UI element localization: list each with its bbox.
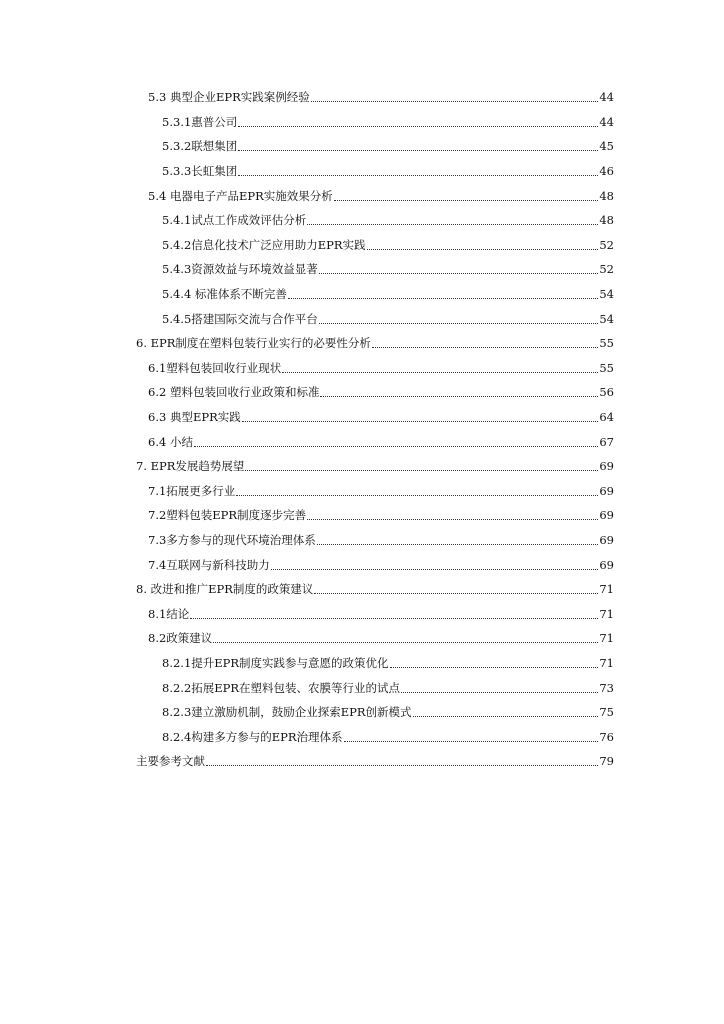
toc-entry[interactable] — [0, 601, 724, 626]
toc-entry[interactable] — [0, 749, 724, 774]
toc-entry-title: 7.4互联网与新科技助力 — [148, 557, 270, 572]
toc-entry-title: 7.3多方参与的现代环境治理体系 — [148, 532, 316, 547]
dot-leader — [317, 543, 599, 545]
toc-entry-page-number: 45 — [599, 139, 614, 154]
toc-entry-title: 8.2政策建议 — [148, 631, 213, 646]
dot-leader — [320, 395, 598, 397]
toc-entry-page-number: 69 — [599, 557, 614, 572]
toc-entry[interactable] — [0, 626, 724, 651]
toc-entry[interactable] — [0, 675, 724, 700]
toc-entry-page-number: 44 — [599, 90, 614, 105]
toc-entry-title: 5.4.2信息化技术广泛应用助力EPR实践 — [162, 237, 366, 252]
toc-entry[interactable] — [0, 528, 724, 553]
toc-entry-title: 6.3 典型EPR实践 — [148, 410, 241, 425]
toc-entry-page-number: 69 — [599, 483, 614, 498]
table-of-contents — [0, 85, 724, 774]
toc-entry-page-number: 56 — [599, 385, 614, 400]
dot-leader — [311, 100, 599, 102]
toc-entry[interactable] — [0, 552, 724, 577]
toc-entry[interactable] — [0, 405, 724, 430]
dot-leader — [319, 322, 599, 324]
dot-leader — [314, 592, 598, 594]
toc-entry-title: 8.1结论 — [148, 606, 190, 621]
toc-entry-title: 5.4 电器电子产品EPR实施效果分析 — [148, 188, 333, 203]
dot-leader — [236, 494, 598, 496]
toc-entry-page-number: 71 — [599, 655, 614, 670]
toc-entry-page-number: 54 — [599, 311, 614, 326]
toc-entry[interactable] — [0, 429, 724, 454]
toc-entry-title: 6.1塑料包装回收行业现状 — [148, 360, 282, 375]
dot-leader — [282, 371, 598, 373]
toc-entry-title: 7.1拓展更多行业 — [148, 483, 236, 498]
dot-leader — [307, 518, 598, 520]
dot-leader — [194, 445, 598, 447]
dot-leader — [245, 469, 598, 471]
toc-entry-title: 7.2塑料包装EPR制度逐步完善 — [148, 508, 307, 523]
toc-entry-page-number: 69 — [599, 508, 614, 523]
toc-entry[interactable] — [0, 282, 724, 307]
toc-entry-page-number: 46 — [599, 164, 614, 179]
toc-entry-page-number: 52 — [599, 262, 614, 277]
toc-entry-page-number: 44 — [599, 114, 614, 129]
dot-leader — [344, 740, 599, 742]
toc-entry-title: 7. EPR发展趋势展望 — [136, 459, 245, 474]
toc-entry-title: 8.2.3建立激励机制，鼓励企业探索EPR创新模式 — [162, 705, 412, 720]
toc-entry-page-number: 76 — [599, 729, 614, 744]
toc-entry-page-number: 79 — [599, 754, 614, 769]
dot-leader — [238, 174, 598, 176]
toc-entry[interactable] — [0, 380, 724, 405]
dot-leader — [390, 666, 599, 668]
toc-entry-page-number: 64 — [599, 410, 614, 425]
toc-entry[interactable] — [0, 700, 724, 725]
toc-entry[interactable] — [0, 306, 724, 331]
toc-entry-page-number: 69 — [599, 459, 614, 474]
toc-entry[interactable] — [0, 208, 724, 233]
toc-entry-title: 5.4.4 标准体系不断完善 — [162, 287, 287, 302]
dot-leader — [367, 248, 599, 250]
dot-leader — [213, 641, 598, 643]
toc-entry[interactable] — [0, 159, 724, 184]
toc-entry[interactable] — [0, 356, 724, 381]
dot-leader — [319, 272, 599, 274]
toc-entry-title: 5.4.5搭建国际交流与合作平台 — [162, 311, 318, 326]
toc-entry-title: 6.4 小结 — [148, 434, 193, 449]
toc-entry-page-number: 71 — [599, 582, 614, 597]
dot-leader — [288, 297, 598, 299]
dot-leader — [401, 691, 598, 693]
toc-entry[interactable] — [0, 85, 724, 110]
dot-leader — [271, 568, 599, 570]
toc-entry-title: 5.3.3长虹集团 — [162, 164, 238, 179]
toc-entry[interactable] — [0, 257, 724, 282]
toc-entry-page-number: 54 — [599, 287, 614, 302]
toc-entry-page-number: 73 — [599, 680, 614, 695]
toc-entry[interactable] — [0, 233, 724, 258]
toc-entry-page-number: 55 — [599, 360, 614, 375]
toc-entry-page-number: 75 — [599, 705, 614, 720]
toc-entry-page-number: 71 — [599, 631, 614, 646]
toc-entry[interactable] — [0, 454, 724, 479]
toc-entry-page-number: 71 — [599, 606, 614, 621]
toc-entry-title: 5.3.1惠普公司 — [162, 114, 238, 129]
toc-entry-page-number: 67 — [599, 434, 614, 449]
toc-entry[interactable] — [0, 503, 724, 528]
dot-leader — [238, 125, 598, 127]
toc-entry[interactable] — [0, 183, 724, 208]
dot-leader — [334, 199, 599, 201]
toc-entry-title: 8.2.2拓展EPR在塑料包装、农膜等行业的试点 — [162, 680, 401, 695]
toc-entry-page-number: 48 — [599, 188, 614, 203]
toc-entry[interactable] — [0, 134, 724, 159]
toc-entry[interactable] — [0, 577, 724, 602]
toc-entry-title: 6. EPR制度在塑料包装行业实行的必要性分析 — [136, 336, 371, 351]
dot-leader — [413, 715, 599, 717]
toc-entry[interactable] — [0, 651, 724, 676]
toc-entry[interactable] — [0, 479, 724, 504]
toc-entry[interactable] — [0, 331, 724, 356]
toc-entry-title: 8.2.1提升EPR制度实践参与意愿的政策优化 — [162, 655, 389, 670]
toc-entry-title: 5.3.2联想集团 — [162, 139, 238, 154]
toc-entry-page-number: 52 — [599, 237, 614, 252]
toc-entry-title: 主要参考文献 — [136, 754, 205, 769]
toc-entry-title: 8.2.4构建多方参与的EPR治理体系 — [162, 729, 343, 744]
dot-leader — [307, 223, 598, 225]
dot-leader — [190, 617, 598, 619]
toc-entry-title: 5.3 典型企业EPR实践案例经验 — [148, 90, 310, 105]
dot-leader — [206, 764, 598, 766]
toc-entry[interactable] — [0, 724, 724, 749]
dot-leader — [242, 420, 599, 422]
toc-entry-title: 5.4.3资源效益与环境效益显著 — [162, 262, 318, 277]
toc-entry-title: 5.4.1试点工作成效评估分析 — [162, 213, 307, 228]
toc-entry-page-number: 55 — [599, 336, 614, 351]
toc-entry-page-number: 48 — [599, 213, 614, 228]
dot-leader — [372, 346, 598, 348]
toc-entry[interactable] — [0, 110, 724, 135]
dot-leader — [238, 149, 598, 151]
toc-entry-title: 8. 改进和推广EPR制度的政策建议 — [136, 582, 314, 597]
toc-entry-page-number: 69 — [599, 532, 614, 547]
toc-entry-title: 6.2 塑料包装回收行业政策和标准 — [148, 385, 320, 400]
